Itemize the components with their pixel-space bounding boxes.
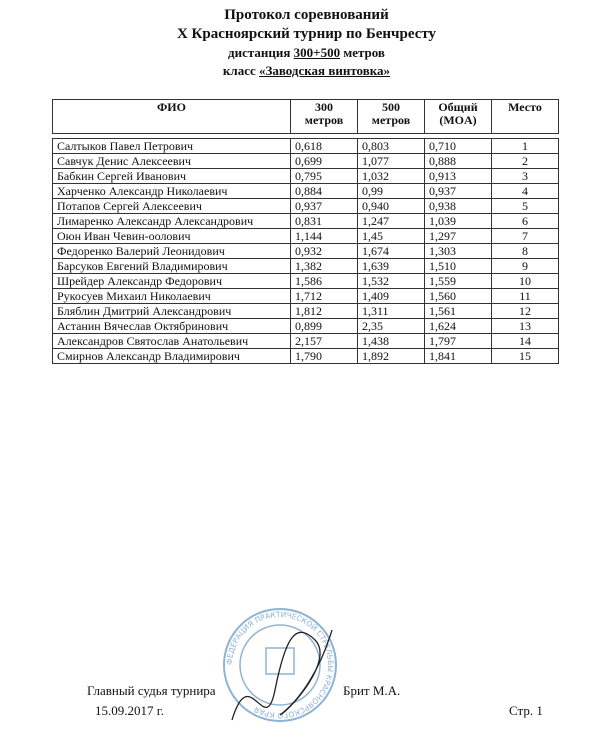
distance-prefix: дистанция xyxy=(228,45,294,60)
class-line xyxy=(0,63,613,79)
score-300m: 0,795 xyxy=(291,169,358,184)
score-total: 1,624 xyxy=(425,319,492,334)
class-value: «Заводская винтовка» xyxy=(259,63,391,78)
score-500m: 1,674 xyxy=(358,244,425,259)
score-300m: 1,790 xyxy=(291,349,358,364)
stamp-inner-ring xyxy=(240,625,320,705)
place-value: 6 xyxy=(492,214,559,229)
table-header-row xyxy=(53,100,559,134)
score-total: 0,710 xyxy=(425,139,492,154)
participant-name: Рукосуев Михаил Николаевич xyxy=(53,289,291,304)
table-row xyxy=(53,274,559,289)
document-title: Протокол соревнований xyxy=(224,7,389,23)
table-row xyxy=(53,319,559,334)
place-value: 7 xyxy=(492,229,559,244)
table-row xyxy=(53,199,559,214)
place-value: 11 xyxy=(492,289,559,304)
results-table xyxy=(52,99,559,364)
table-row xyxy=(53,349,559,364)
score-300m: 0,932 xyxy=(291,244,358,259)
place-value: 14 xyxy=(492,334,559,349)
score-500m: 1,032 xyxy=(358,169,425,184)
place-value: 10 xyxy=(492,274,559,289)
score-total: 0,888 xyxy=(425,154,492,169)
participant-name: Харченко Александр Николаевич xyxy=(53,184,291,199)
score-300m: 0,618 xyxy=(291,139,358,154)
table-row xyxy=(53,229,559,244)
score-500m: 0,803 xyxy=(358,139,425,154)
score-total: 1,841 xyxy=(425,349,492,364)
place-value: 9 xyxy=(492,259,559,274)
participant-name: Потапов Сергей Алексеевич xyxy=(53,199,291,214)
score-300m: 1,812 xyxy=(291,304,358,319)
place-value: 3 xyxy=(492,169,559,184)
header-total-a: Общий xyxy=(438,100,478,114)
page-number: Стр. 1 xyxy=(509,703,543,718)
score-500m: 1,438 xyxy=(358,334,425,349)
table-row xyxy=(53,289,559,304)
score-500m: 1,45 xyxy=(358,229,425,244)
table-row xyxy=(53,184,559,199)
stamp-ring-textpath: ФЕДЕРАЦИЯ ПРАКТИЧЕСКОЙ СТРЕЛЬБЫ КРАСНОЯРСКОГО КРАЯ xyxy=(224,609,336,721)
header-500m-b: метров xyxy=(371,113,411,127)
place-value: 4 xyxy=(492,184,559,199)
place-value: 12 xyxy=(492,304,559,319)
participant-name: Барсуков Евгений Владимирович xyxy=(53,259,291,274)
header-500m xyxy=(358,100,425,134)
score-500m: 1,247 xyxy=(358,214,425,229)
place-value: 2 xyxy=(492,154,559,169)
table-row xyxy=(53,304,559,319)
table-body xyxy=(53,139,559,364)
score-300m: 0,899 xyxy=(291,319,358,334)
table-row xyxy=(53,214,559,229)
distance-suffix: метров xyxy=(340,45,385,60)
score-300m: 0,884 xyxy=(291,184,358,199)
distance-value: 300+500 xyxy=(293,45,341,60)
participant-name: Оюн Иван Чевин-оолович xyxy=(53,229,291,244)
participant-name: Астанин Вячеслав Октябринович xyxy=(53,319,291,334)
place-value: 1 xyxy=(492,139,559,154)
score-total: 0,938 xyxy=(425,199,492,214)
score-total: 1,297 xyxy=(425,229,492,244)
place-value: 13 xyxy=(492,319,559,334)
score-300m: 1,144 xyxy=(291,229,358,244)
score-total: 1,303 xyxy=(425,244,492,259)
table-row xyxy=(53,169,559,184)
participant-name: Савчук Денис Алексеевич xyxy=(53,154,291,169)
protocol-date: 15.09.2017 г. xyxy=(95,703,164,718)
table-row xyxy=(53,139,559,154)
stamp-outer-ring xyxy=(224,609,336,721)
official-stamp xyxy=(220,600,340,730)
participant-name: Федоренко Валерий Леонидович xyxy=(53,244,291,259)
score-500m: 1,077 xyxy=(358,154,425,169)
score-500m: 1,409 xyxy=(358,289,425,304)
score-500m: 1,311 xyxy=(358,304,425,319)
score-300m: 1,586 xyxy=(291,274,358,289)
score-300m: 0,831 xyxy=(291,214,358,229)
table-row xyxy=(53,334,559,349)
header-total xyxy=(425,100,492,134)
header-300m-b: метров xyxy=(304,113,344,127)
judge-name: Брит М.А. xyxy=(343,683,401,698)
participant-name: Бляблин Дмитрий Александрович xyxy=(53,304,291,319)
participant-name: Салтыков Павел Петрович xyxy=(53,139,291,154)
score-total: 0,937 xyxy=(425,184,492,199)
score-total: 1,510 xyxy=(425,259,492,274)
score-total: 1,561 xyxy=(425,304,492,319)
score-300m: 1,382 xyxy=(291,259,358,274)
score-300m: 2,157 xyxy=(291,334,358,349)
judge-label: Главный судья турнира xyxy=(87,683,216,698)
header-total-b: (MOA) xyxy=(439,113,477,127)
score-500m: 2,35 xyxy=(358,319,425,334)
place-value: 15 xyxy=(492,349,559,364)
score-500m: 0,940 xyxy=(358,199,425,214)
score-500m: 1,532 xyxy=(358,274,425,289)
table-row xyxy=(53,244,559,259)
score-500m: 1,892 xyxy=(358,349,425,364)
score-300m: 1,712 xyxy=(291,289,358,304)
header-place: Место xyxy=(492,100,559,134)
distance-line xyxy=(0,45,613,61)
header-300m xyxy=(291,100,358,134)
participant-name: Александров Святослав Анатольевич xyxy=(53,334,291,349)
participant-name: Смирнов Александр Владимирович xyxy=(53,349,291,364)
place-value: 5 xyxy=(492,199,559,214)
class-prefix: класс xyxy=(222,63,259,78)
header-300m-a: 300 xyxy=(315,100,333,114)
participant-name: Бабкин Сергей Иванович xyxy=(53,169,291,184)
score-300m: 0,699 xyxy=(291,154,358,169)
participant-name: Лимаренко Александр Александрович xyxy=(53,214,291,229)
tournament-title: X Красноярский турнир по Бенчресту xyxy=(176,26,437,42)
score-300m: 0,937 xyxy=(291,199,358,214)
participant-name: Шрейдер Александр Федорович xyxy=(53,274,291,289)
header-fio: ФИО xyxy=(53,100,291,134)
header-500m-a: 500 xyxy=(382,100,400,114)
score-total: 1,560 xyxy=(425,289,492,304)
score-total: 1,797 xyxy=(425,334,492,349)
score-500m: 0,99 xyxy=(358,184,425,199)
table-row xyxy=(53,154,559,169)
score-500m: 1,639 xyxy=(358,259,425,274)
score-total: 0,913 xyxy=(425,169,492,184)
score-total: 1,559 xyxy=(425,274,492,289)
score-total: 1,039 xyxy=(425,214,492,229)
table-row xyxy=(53,259,559,274)
place-value: 8 xyxy=(492,244,559,259)
